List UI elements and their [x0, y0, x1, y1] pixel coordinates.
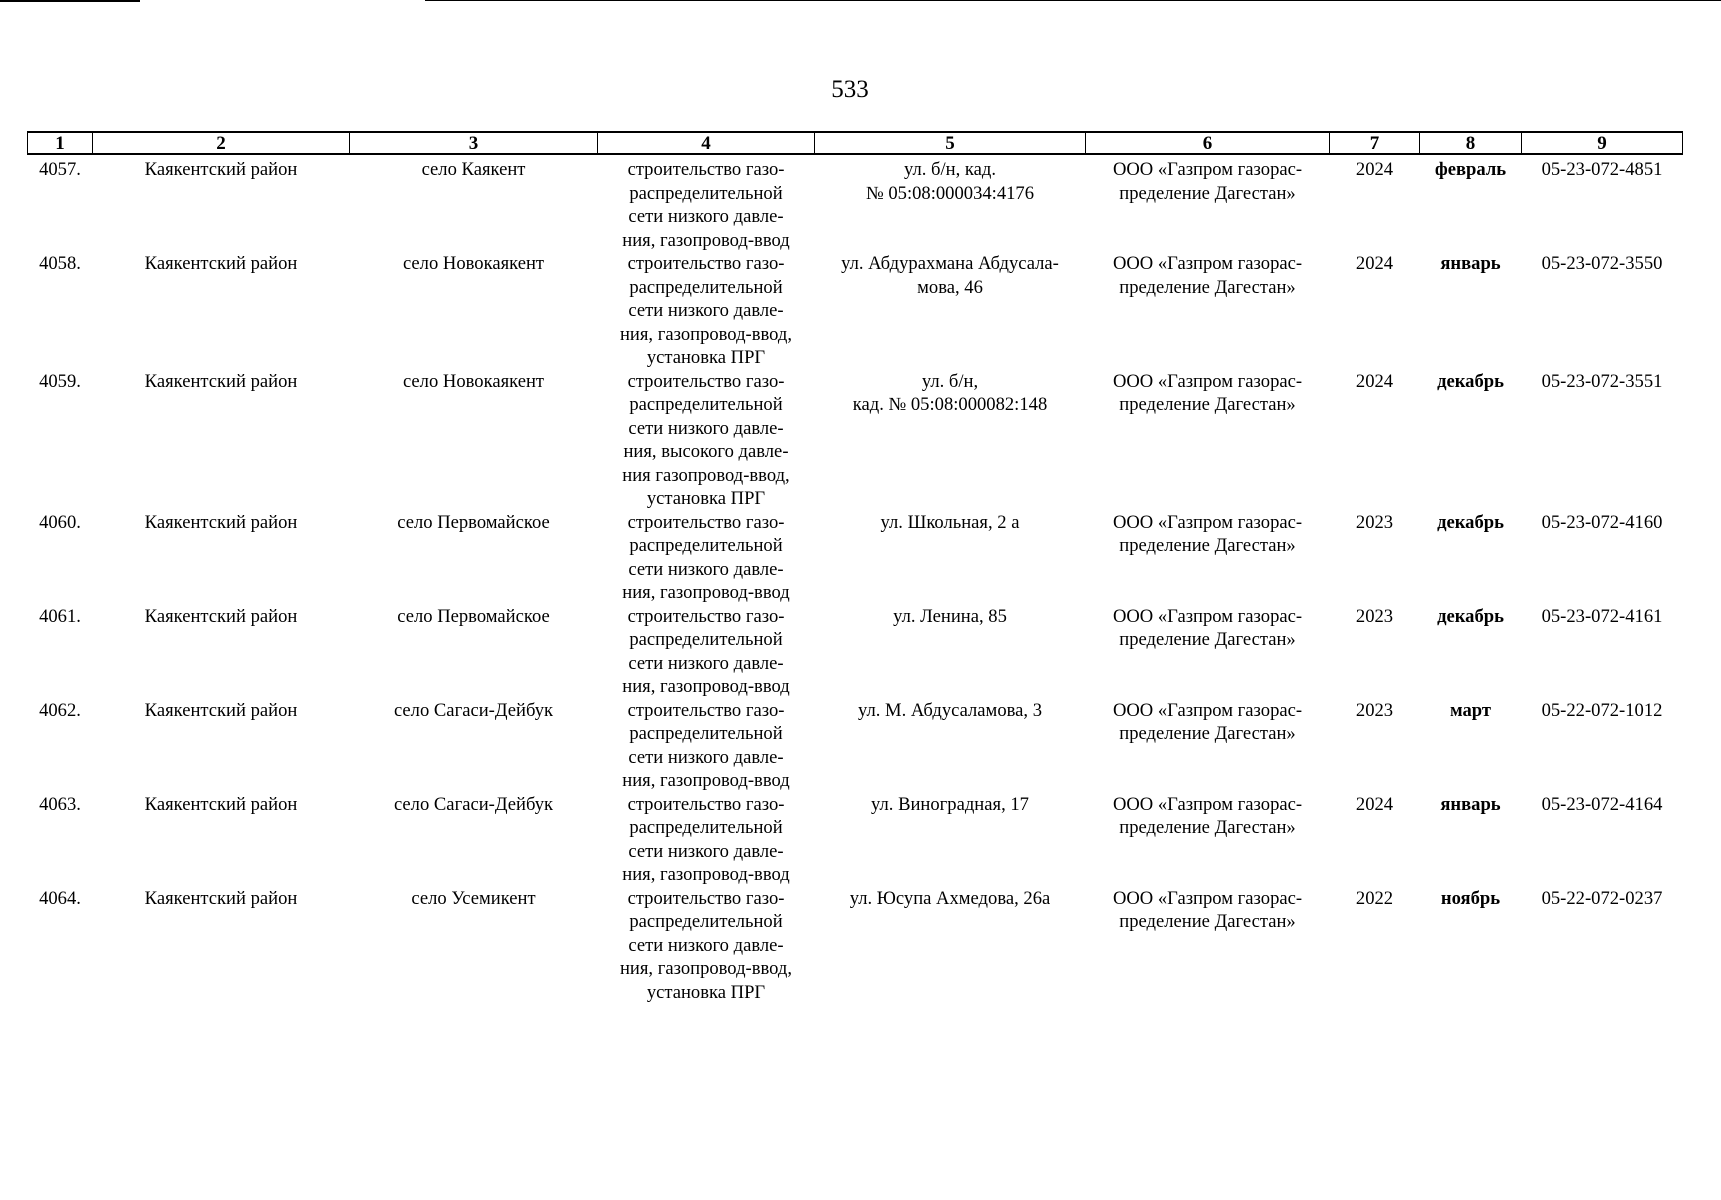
work-description-cell: [598, 793, 815, 887]
settlement-cell: село Каякент: [421, 159, 526, 180]
work-description-cell: [598, 699, 815, 793]
header-cell-4: 4: [598, 132, 815, 154]
organization-cell: [1086, 252, 1330, 370]
row-number-cell: 4060.: [39, 511, 81, 533]
organization-cell-line: пределение Дагестан»: [1119, 394, 1296, 415]
district-cell: Каякентский район: [144, 159, 298, 180]
work-description-cell-line: строительство газо-: [627, 793, 785, 815]
work-description-cell-line: ния, газопровод-ввод,: [619, 323, 793, 345]
district-cell: Каякентский район: [144, 887, 298, 909]
address-cell: [815, 511, 1086, 605]
organization-cell-line: пределение Дагестан»: [1119, 535, 1296, 556]
header-cell-9: 9: [1522, 132, 1683, 154]
organization-cell-line: пределение Дагестан»: [1119, 629, 1296, 650]
organization-cell-line: ООО «Газпром газорас-: [1112, 159, 1303, 180]
district-cell: Каякентский район: [144, 370, 298, 392]
work-description-cell-line: распределительной: [629, 723, 783, 744]
address-cell: [815, 605, 1086, 699]
organization-cell-line: пределение Дагестан»: [1119, 817, 1296, 838]
work-description-cell-line: ния, газопровод-ввод: [622, 770, 790, 791]
address-cell-line: ул. б/н, кад.: [903, 159, 997, 180]
work-description-cell-line: ния, газопровод-ввод: [622, 864, 790, 885]
month-cell: декабрь: [1437, 605, 1504, 627]
header-cell-7: 7: [1330, 132, 1420, 154]
district-cell: Каякентский район: [144, 253, 298, 274]
row-number-cell: 4057.: [39, 159, 81, 180]
table-row: [28, 793, 1683, 887]
settlement-cell: село Сагаси-Дейбук: [393, 793, 554, 815]
row-number-cell: 4058.: [39, 253, 81, 274]
work-description-cell-line: строительство газо-: [627, 253, 785, 274]
work-description-cell-line: ния, высокого давле-: [623, 441, 789, 462]
address-cell-line: ул. Ленина, 85: [893, 605, 1007, 627]
work-description-cell-line: ния, газопровод-ввод: [622, 582, 790, 603]
work-description-cell: [598, 511, 815, 605]
organization-cell-line: ООО «Газпром газорас-: [1112, 253, 1303, 274]
work-description-cell-line: сети низкого давле-: [628, 300, 784, 321]
work-description-cell-line: распределительной: [629, 182, 783, 204]
year-cell: 2023: [1355, 511, 1394, 533]
organization-cell-line: пределение Дагестан»: [1119, 276, 1296, 298]
address-cell: [815, 252, 1086, 370]
organization-cell-line: ООО «Газпром газорас-: [1112, 511, 1303, 533]
work-description-cell-line: распределительной: [629, 911, 783, 932]
registry-table: [27, 131, 1683, 1004]
settlement-cell: село Сагаси-Дейбук: [393, 699, 554, 721]
organization-cell-line: ООО «Газпром газорас-: [1112, 793, 1303, 815]
address-cell-line: ул. Юсупа Ахмедова, 26а: [849, 887, 1051, 909]
code-cell: 05-23-072-3550: [1541, 253, 1663, 274]
month-cell: декабрь: [1437, 370, 1504, 392]
address-cell: [815, 887, 1086, 1005]
work-description-cell-line: строительство газо-: [627, 605, 785, 627]
work-description-cell-line: строительство газо-: [627, 699, 785, 721]
work-description-cell: [598, 370, 815, 511]
code-cell: 05-23-072-3551: [1541, 370, 1663, 392]
organization-cell-line: ООО «Газпром газорас-: [1112, 605, 1303, 627]
month-cell: февраль: [1434, 159, 1507, 180]
work-description-cell-line: сети низкого давле-: [628, 652, 784, 674]
page-number: 533: [831, 76, 869, 103]
header-cell-8: 8: [1420, 132, 1522, 154]
work-description-cell-line: распределительной: [629, 629, 783, 650]
organization-cell: [1086, 370, 1330, 511]
work-description-cell-line: распределительной: [629, 535, 783, 556]
work-description-cell-line: строительство газо-: [627, 370, 785, 392]
work-description-cell-line: установка ПРГ: [646, 347, 766, 368]
code-cell: 05-23-072-4160: [1541, 511, 1663, 533]
settlement-cell: село Усемикент: [411, 887, 536, 909]
work-description-cell-line: ния, газопровод-ввод: [622, 229, 790, 251]
work-description-cell-line: строительство газо-: [627, 887, 785, 909]
settlement-cell: село Первомайское: [397, 605, 550, 627]
work-description-cell: [598, 605, 815, 699]
organization-cell: [1086, 605, 1330, 699]
code-cell: 05-22-072-0237: [1541, 887, 1663, 909]
month-cell: декабрь: [1437, 511, 1504, 533]
settlement-cell: село Новокаякент: [402, 370, 545, 392]
address-cell: [815, 699, 1086, 793]
work-description-cell-line: распределительной: [629, 394, 783, 415]
work-description-cell-line: сети низкого давле-: [628, 840, 784, 862]
header-cell-5: 5: [815, 132, 1086, 154]
work-description-cell: [598, 887, 815, 1005]
address-cell-line: кад. № 05:08:000082:148: [852, 394, 1048, 415]
year-cell: 2023: [1355, 605, 1394, 627]
table-row: [28, 887, 1683, 1005]
district-cell: Каякентский район: [144, 605, 298, 627]
work-description-cell-line: сети низкого давле-: [628, 934, 784, 956]
organization-cell: [1086, 887, 1330, 1005]
work-description-cell-line: сети низкого давле-: [628, 417, 784, 439]
work-description-cell-line: распределительной: [629, 817, 783, 838]
organization-cell-line: ООО «Газпром газорас-: [1112, 887, 1303, 909]
address-cell: [815, 154, 1086, 252]
work-description-cell-line: ния, газопровод-ввод,: [619, 958, 793, 979]
table-row: [28, 699, 1683, 793]
work-description-cell-line: сети низкого давле-: [628, 558, 784, 580]
address-cell-line: ул. Школьная, 2 а: [880, 511, 1020, 533]
table-row: [28, 511, 1683, 605]
address-cell: [815, 370, 1086, 511]
organization-cell-line: ООО «Газпром газорас-: [1112, 699, 1303, 721]
table-body: [28, 154, 1683, 1004]
header-row: [28, 132, 1683, 154]
table-row: [28, 370, 1683, 511]
work-description-cell-line: сети низкого давле-: [628, 206, 784, 227]
month-cell: ноябрь: [1440, 887, 1501, 909]
row-number-cell: 4059.: [39, 370, 81, 392]
work-description-cell-line: ния, газопровод-ввод: [622, 676, 790, 697]
address-cell-line: № 05:08:000034:4176: [865, 182, 1035, 204]
row-number-cell: 4063.: [39, 793, 81, 815]
header-cell-1: 1: [28, 132, 93, 154]
address-cell-line: мова, 46: [917, 276, 983, 298]
year-cell: 2024: [1355, 253, 1394, 274]
district-cell: Каякентский район: [144, 511, 298, 533]
district-cell: Каякентский район: [144, 793, 298, 815]
organization-cell-line: ООО «Газпром газорас-: [1112, 370, 1303, 392]
organization-cell: [1086, 154, 1330, 252]
year-cell: 2024: [1355, 370, 1394, 392]
organization-cell: [1086, 793, 1330, 887]
district-cell: Каякентский район: [144, 699, 298, 721]
header-cell-3: 3: [350, 132, 598, 154]
organization-cell: [1086, 511, 1330, 605]
code-cell: 05-23-072-4851: [1541, 159, 1663, 180]
month-cell: январь: [1440, 793, 1501, 815]
page-edge-line-right: [425, 0, 1721, 1]
organization-cell-line: пределение Дагестан»: [1119, 182, 1296, 204]
work-description-cell: [598, 252, 815, 370]
year-cell: 2023: [1355, 699, 1394, 721]
address-cell-line: ул. Абдурахмана Абдусала-: [841, 253, 1059, 274]
work-description-cell-line: установка ПРГ: [646, 488, 766, 509]
settlement-cell: село Новокаякент: [402, 253, 545, 274]
work-description-cell-line: установка ПРГ: [646, 981, 766, 1003]
month-cell: март: [1449, 699, 1492, 721]
table-row: [28, 154, 1683, 252]
registry-table-container: [27, 131, 1682, 1004]
row-number-cell: 4062.: [39, 699, 81, 721]
work-description-cell-line: ния газопровод-ввод,: [622, 464, 790, 486]
work-description-cell-line: сети низкого давле-: [628, 746, 784, 768]
header-cell-6: 6: [1086, 132, 1330, 154]
year-cell: 2024: [1355, 793, 1394, 815]
work-description-cell-line: строительство газо-: [627, 159, 785, 180]
table-row: [28, 605, 1683, 699]
table-row: [28, 252, 1683, 370]
address-cell-line: ул. Виноградная, 17: [871, 793, 1029, 815]
work-description-cell: [598, 154, 815, 252]
code-cell: 05-23-072-4161: [1541, 605, 1663, 627]
work-description-cell-line: распределительной: [629, 276, 783, 298]
code-cell: 05-23-072-4164: [1541, 793, 1663, 815]
address-cell-line: ул. М. Абдусаламова, 3: [858, 699, 1042, 721]
row-number-cell: 4061.: [39, 605, 81, 627]
month-cell: январь: [1440, 253, 1501, 274]
page-edge-line-left: [0, 0, 140, 2]
organization-cell-line: пределение Дагестан»: [1119, 723, 1296, 744]
address-cell-line: ул. б/н,: [921, 370, 979, 392]
header-cell-2: 2: [93, 132, 350, 154]
work-description-cell-line: строительство газо-: [627, 511, 785, 533]
settlement-cell: село Первомайское: [397, 511, 550, 533]
row-number-cell: 4064.: [39, 887, 81, 909]
year-cell: 2024: [1355, 159, 1394, 180]
year-cell: 2022: [1355, 887, 1394, 909]
address-cell: [815, 793, 1086, 887]
organization-cell-line: пределение Дагестан»: [1119, 911, 1296, 932]
code-cell: 05-22-072-1012: [1541, 699, 1663, 721]
organization-cell: [1086, 699, 1330, 793]
